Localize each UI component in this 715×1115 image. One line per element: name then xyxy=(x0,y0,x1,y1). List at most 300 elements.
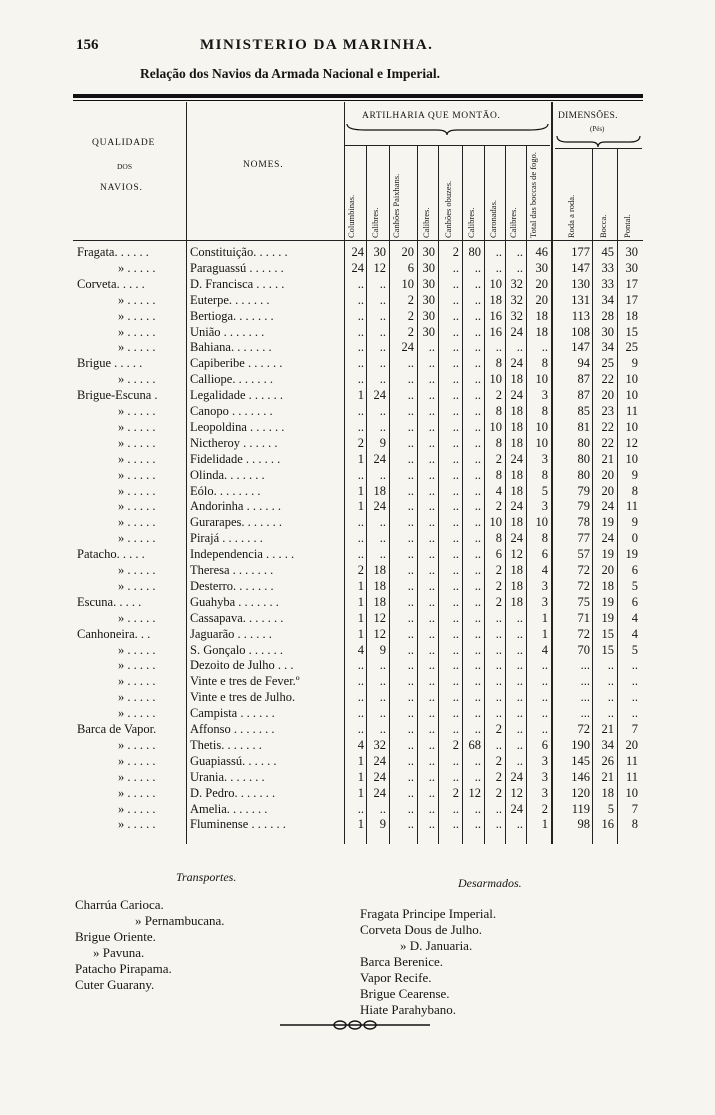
row-cell: .. xyxy=(428,404,435,418)
row-cell: 147 xyxy=(571,260,590,275)
row-cell: 10 xyxy=(625,785,638,800)
row-qualidade: » . . . . . xyxy=(118,785,156,800)
row-cell: .. xyxy=(407,658,414,673)
row-qualidade: » . . . . . xyxy=(118,690,156,705)
row-cell: .. xyxy=(474,817,481,832)
row-cell: 2 xyxy=(407,308,414,323)
table-row xyxy=(0,388,715,404)
row-cell: .. xyxy=(541,690,548,705)
row-cell: ... xyxy=(580,674,590,689)
row-nome: Andorinha . . . . . . xyxy=(190,499,281,514)
row-nome: Olinda. . . . . . . xyxy=(190,467,265,482)
row-cell: 10 xyxy=(489,372,502,387)
row-cell: .. xyxy=(474,658,481,673)
row-cell: .. xyxy=(474,451,481,466)
row-cell: 130 xyxy=(571,276,590,291)
row-nome: Legalidade . . . . . . xyxy=(190,388,284,403)
row-cell: 18 xyxy=(601,578,614,593)
row-cell: 24 xyxy=(373,499,386,514)
row-cell: .. xyxy=(428,690,435,705)
row-cell: 4 xyxy=(631,610,638,625)
row-cell: 24 xyxy=(401,340,414,355)
row-cell: .. xyxy=(607,690,614,705)
row-cell: 9 xyxy=(379,435,386,450)
col-header-calibres-3: Calibres. xyxy=(466,207,476,238)
row-cell: .. xyxy=(474,769,481,784)
row-cell: .. xyxy=(495,260,502,275)
row-cell: .. xyxy=(516,706,523,721)
page-number: 156 xyxy=(76,37,99,53)
row-cell: .. xyxy=(428,467,435,482)
row-cell: .. xyxy=(357,547,364,562)
row-cell: .. xyxy=(379,404,386,418)
row-cell: 30 xyxy=(422,245,435,259)
row-nome: Capiberibe . . . . . . xyxy=(190,356,283,371)
row-cell: .. xyxy=(474,626,481,641)
row-cell: 30 xyxy=(422,276,435,291)
row-cell: 2 xyxy=(495,578,502,593)
row-cell: 2 xyxy=(495,722,502,736)
row-cell: 7 xyxy=(631,722,638,736)
row-cell: 22 xyxy=(601,372,614,387)
row-cell: 79 xyxy=(577,499,590,514)
row-cell: 1 xyxy=(357,753,364,768)
row-cell: 2 xyxy=(495,563,502,577)
table-row xyxy=(0,484,715,500)
row-cell: 24 xyxy=(601,531,614,546)
row-cell: .. xyxy=(474,260,481,275)
row-cell: 30 xyxy=(422,324,435,339)
row-cell: .. xyxy=(407,642,414,657)
row-cell: 18 xyxy=(489,292,502,307)
transporte-item: » Pavuna. xyxy=(93,945,145,960)
row-cell: 30 xyxy=(601,324,614,339)
row-cell: .. xyxy=(516,260,523,275)
row-cell: 2 xyxy=(495,499,502,514)
row-cell: 20 xyxy=(601,483,614,498)
row-cell: .. xyxy=(428,594,435,609)
table-row xyxy=(0,340,715,356)
row-cell: .. xyxy=(357,531,364,546)
table-row xyxy=(0,754,715,770)
row-cell: 5 xyxy=(631,642,638,657)
row-cell: 8 xyxy=(495,435,502,450)
row-cell: 11 xyxy=(625,753,638,768)
row-cell: .. xyxy=(631,658,638,673)
row-qualidade: » . . . . . xyxy=(118,769,156,784)
row-cell: .. xyxy=(607,658,614,673)
row-cell: 21 xyxy=(601,722,614,736)
row-cell: .. xyxy=(474,483,481,498)
row-cell: 12 xyxy=(373,260,386,275)
row-cell: 119 xyxy=(571,801,590,816)
row-cell: 16 xyxy=(489,324,502,339)
row-cell: .. xyxy=(516,626,523,641)
row-cell: 131 xyxy=(571,292,590,307)
row-cell: 12 xyxy=(373,626,386,641)
col-header-total: Total das boccas de fogo. xyxy=(528,151,538,238)
row-cell: .. xyxy=(379,547,386,562)
row-cell: .. xyxy=(407,451,414,466)
table-row xyxy=(0,563,715,579)
row-qualidade: » . . . . . xyxy=(118,658,156,673)
row-cell: .. xyxy=(516,658,523,673)
row-cell: .. xyxy=(495,674,502,689)
row-cell: .. xyxy=(631,690,638,705)
row-cell: .. xyxy=(428,388,435,403)
row-qualidade: Escuna. . . . . xyxy=(77,594,142,609)
row-cell: .. xyxy=(474,690,481,705)
row-qualidade: » . . . . . xyxy=(118,340,156,355)
row-cell: .. xyxy=(452,292,459,307)
row-cell: .. xyxy=(379,276,386,291)
row-cell: 3 xyxy=(541,451,548,466)
table-row xyxy=(0,627,715,643)
row-cell: 20 xyxy=(625,737,638,752)
row-cell: .. xyxy=(452,578,459,593)
row-nome: Bahiana. . . . . . . xyxy=(190,340,272,355)
row-cell: .. xyxy=(516,340,523,355)
row-cell: .. xyxy=(407,515,414,530)
row-cell: 30 xyxy=(625,260,638,275)
row-cell: 80 xyxy=(468,245,481,259)
row-cell: 20 xyxy=(401,245,414,259)
row-cell: 1 xyxy=(357,578,364,593)
row-cell: 79 xyxy=(577,483,590,498)
running-title: MINISTERIO DA MARINHA. xyxy=(200,37,434,53)
desarmado-item: » D. Januaria. xyxy=(400,938,473,953)
row-nome: Euterpe. . . . . . . xyxy=(190,292,270,307)
row-cell: 6 xyxy=(541,547,548,562)
table-row xyxy=(0,499,715,515)
row-cell: 72 xyxy=(577,626,590,641)
row-cell: .. xyxy=(495,340,502,355)
row-cell: 1 xyxy=(357,388,364,403)
row-cell: .. xyxy=(495,801,502,816)
row-cell: 24 xyxy=(373,388,386,403)
row-cell: 11 xyxy=(625,499,638,514)
transportes-heading: Transportes. xyxy=(176,870,237,884)
row-cell: .. xyxy=(357,674,364,689)
row-cell: 24 xyxy=(373,769,386,784)
row-cell: .. xyxy=(407,674,414,689)
row-cell: .. xyxy=(407,372,414,387)
row-cell: .. xyxy=(428,547,435,562)
row-cell: .. xyxy=(474,801,481,816)
row-cell: .. xyxy=(474,578,481,593)
row-cell: .. xyxy=(379,292,386,307)
row-cell: 18 xyxy=(510,372,523,387)
row-cell: .. xyxy=(474,515,481,530)
row-qualidade: » . . . . . xyxy=(118,578,156,593)
row-cell: 2 xyxy=(407,292,414,307)
dimensoes-sub-rule xyxy=(555,148,642,149)
row-cell: .. xyxy=(428,737,435,752)
row-cell: .. xyxy=(495,737,502,752)
row-cell: .. xyxy=(428,531,435,546)
row-cell: .. xyxy=(407,531,414,546)
table-row xyxy=(0,372,715,388)
row-cell: .. xyxy=(474,563,481,577)
row-nome: Vinte e tres de Julho. xyxy=(190,690,296,705)
row-cell: .. xyxy=(452,753,459,768)
row-qualidade: » . . . . . xyxy=(118,801,156,816)
row-cell: 87 xyxy=(577,372,590,387)
row-cell: 12 xyxy=(510,547,523,562)
row-cell: 33 xyxy=(601,276,614,291)
row-cell: 9 xyxy=(379,817,386,832)
row-cell: 24 xyxy=(510,531,523,546)
row-nome: Urania. . . . . . . xyxy=(190,769,265,784)
row-cell: 6 xyxy=(407,260,414,275)
row-qualidade: » . . . . . xyxy=(118,419,156,434)
row-cell: 3 xyxy=(541,785,548,800)
row-cell: 30 xyxy=(373,245,386,259)
row-cell: .. xyxy=(428,515,435,530)
table-row xyxy=(0,468,715,484)
row-cell: .. xyxy=(516,674,523,689)
row-cell: .. xyxy=(474,531,481,546)
row-cell: 80 xyxy=(577,435,590,450)
row-cell: 1 xyxy=(357,451,364,466)
row-cell: 94 xyxy=(577,356,590,371)
row-cell: 2 xyxy=(495,785,502,800)
table-row xyxy=(0,547,715,563)
row-cell: .. xyxy=(379,340,386,355)
row-cell: 57 xyxy=(577,547,590,562)
row-qualidade: » . . . . . xyxy=(118,324,156,339)
row-cell: .. xyxy=(474,642,481,657)
row-cell: .. xyxy=(452,499,459,514)
row-qualidade: » . . . . . xyxy=(118,817,156,832)
row-cell: .. xyxy=(541,722,548,736)
row-cell: .. xyxy=(452,658,459,673)
row-qualidade: Brigue-Escuna . xyxy=(77,388,158,403)
row-cell: 2 xyxy=(357,563,364,577)
row-cell: .. xyxy=(407,690,414,705)
row-cell: .. xyxy=(428,769,435,784)
row-cell: .. xyxy=(357,801,364,816)
row-nome: Nictheroy . . . . . . xyxy=(190,435,278,450)
col-header-calibres-4: Calibres. xyxy=(508,207,518,238)
row-cell: .. xyxy=(379,706,386,721)
row-cell: .. xyxy=(379,801,386,816)
row-cell: 18 xyxy=(373,483,386,498)
row-nome: Desterro. . . . . . . xyxy=(190,578,274,593)
row-cell: .. xyxy=(428,817,435,832)
row-cell: 32 xyxy=(510,292,523,307)
table-row xyxy=(0,595,715,611)
row-cell: 19 xyxy=(625,547,638,562)
row-cell: 24 xyxy=(373,753,386,768)
table-row xyxy=(0,817,715,833)
row-cell: .. xyxy=(452,324,459,339)
row-cell: 1 xyxy=(357,610,364,625)
row-cell: .. xyxy=(452,674,459,689)
row-cell: .. xyxy=(379,372,386,387)
table-row xyxy=(0,325,715,341)
row-cell: 22 xyxy=(601,435,614,450)
row-nome: Theresa . . . . . . . xyxy=(190,563,274,577)
row-cell: .. xyxy=(495,642,502,657)
row-cell: 18 xyxy=(510,594,523,609)
table-row xyxy=(0,690,715,706)
row-cell: 147 xyxy=(571,340,590,355)
row-qualidade: Patacho. . . . . xyxy=(77,547,145,562)
row-cell: .. xyxy=(474,547,481,562)
row-nome: Cassapava. . . . . . . xyxy=(190,610,284,625)
row-cell: .. xyxy=(428,563,435,577)
row-cell: 20 xyxy=(601,388,614,403)
row-cell: 18 xyxy=(535,324,548,339)
row-cell: 3 xyxy=(541,388,548,403)
row-cell: .. xyxy=(474,292,481,307)
row-cell: 8 xyxy=(541,531,548,546)
row-cell: .. xyxy=(357,706,364,721)
row-qualidade: » . . . . . xyxy=(118,753,156,768)
row-cell: .. xyxy=(607,674,614,689)
row-qualidade: Canhoneira. . . xyxy=(77,626,151,641)
row-cell: .. xyxy=(474,594,481,609)
row-cell: .. xyxy=(379,467,386,482)
row-cell: .. xyxy=(541,658,548,673)
row-cell: 10 xyxy=(625,419,638,434)
row-cell: 21 xyxy=(601,769,614,784)
row-cell: 80 xyxy=(577,467,590,482)
table-row xyxy=(0,309,715,325)
row-cell: .. xyxy=(357,324,364,339)
table-row xyxy=(0,261,715,277)
row-nome: Fidelidade . . . . . . xyxy=(190,451,281,466)
row-cell: .. xyxy=(495,817,502,832)
row-cell: .. xyxy=(428,435,435,450)
row-nome: Campista . . . . . . xyxy=(190,706,275,721)
row-cell: 26 xyxy=(601,753,614,768)
row-cell: .. xyxy=(452,308,459,323)
row-cell: 18 xyxy=(510,578,523,593)
row-cell: .. xyxy=(452,340,459,355)
row-cell: 3 xyxy=(541,769,548,784)
row-cell: .. xyxy=(452,388,459,403)
row-cell: .. xyxy=(516,753,523,768)
row-cell: .. xyxy=(516,737,523,752)
row-nome: Amelia. . . . . . . xyxy=(190,801,268,816)
row-cell: .. xyxy=(516,610,523,625)
row-cell: .. xyxy=(379,324,386,339)
row-cell: 1 xyxy=(541,817,548,832)
row-cell: 9 xyxy=(379,642,386,657)
row-cell: .. xyxy=(495,690,502,705)
row-cell: 71 xyxy=(577,610,590,625)
row-cell: .. xyxy=(407,626,414,641)
row-cell: .. xyxy=(631,674,638,689)
row-cell: 10 xyxy=(625,372,638,387)
col-header-bocca: Bocca. xyxy=(598,214,608,238)
row-cell: .. xyxy=(357,292,364,307)
row-nome: Constituição. . . . . . xyxy=(190,245,288,259)
row-cell: 190 xyxy=(571,737,590,752)
row-cell: 18 xyxy=(510,483,523,498)
table-row xyxy=(0,674,715,690)
table-row xyxy=(0,611,715,627)
row-cell: 2 xyxy=(495,388,502,403)
row-cell: .. xyxy=(379,308,386,323)
row-cell: 24 xyxy=(510,388,523,403)
row-cell: .. xyxy=(452,706,459,721)
row-cell: .. xyxy=(428,610,435,625)
row-cell: .. xyxy=(495,658,502,673)
row-cell: .. xyxy=(541,706,548,721)
row-qualidade: » . . . . . xyxy=(118,737,156,752)
row-cell: .. xyxy=(474,340,481,355)
row-cell: 11 xyxy=(625,404,638,418)
row-qualidade: » . . . . . xyxy=(118,483,156,498)
row-cell: .. xyxy=(452,404,459,418)
row-nome: Fluminense . . . . . . xyxy=(190,817,286,832)
row-cell: 8 xyxy=(495,404,502,418)
row-qualidade: » . . . . . xyxy=(118,292,156,307)
row-cell: 12 xyxy=(625,435,638,450)
row-cell: .. xyxy=(407,419,414,434)
row-cell: .. xyxy=(407,356,414,371)
row-cell: 45 xyxy=(601,245,614,259)
row-cell: .. xyxy=(428,722,435,736)
row-cell: 20 xyxy=(601,467,614,482)
table-row xyxy=(0,531,715,547)
row-qualidade: » . . . . . xyxy=(118,499,156,514)
row-nome: Affonso . . . . . . . xyxy=(190,722,275,736)
row-nome: Leopoldina . . . . . . xyxy=(190,419,285,434)
row-cell: 2 xyxy=(452,245,459,259)
row-cell: 1 xyxy=(357,594,364,609)
row-cell: .. xyxy=(379,722,386,736)
transporte-item: » Pernambucana. xyxy=(135,913,225,928)
row-cell: .. xyxy=(452,276,459,291)
row-cell: .. xyxy=(407,706,414,721)
row-qualidade: Brigue . . . . . xyxy=(77,356,143,371)
row-cell: 72 xyxy=(577,578,590,593)
page-subtitle: Relação dos Navios da Armada Nacional e Imperial. xyxy=(140,66,440,81)
row-cell: 19 xyxy=(601,610,614,625)
row-cell: .. xyxy=(452,642,459,657)
row-cell: .. xyxy=(428,451,435,466)
row-cell: .. xyxy=(452,260,459,275)
row-cell: 34 xyxy=(601,292,614,307)
row-cell: .. xyxy=(541,340,548,355)
row-cell: .. xyxy=(407,722,414,736)
row-nome: Guahyba . . . . . . . xyxy=(190,594,279,609)
row-cell: 20 xyxy=(601,563,614,577)
row-cell: 24 xyxy=(510,801,523,816)
row-qualidade: » . . . . . xyxy=(118,435,156,450)
header-pes: (Pés) xyxy=(590,125,605,133)
row-cell: 10 xyxy=(625,451,638,466)
row-cell: .. xyxy=(407,610,414,625)
row-cell: .. xyxy=(452,435,459,450)
row-qualidade: » . . . . . xyxy=(118,372,156,387)
table-row xyxy=(0,277,715,293)
row-cell: .. xyxy=(428,642,435,657)
row-cell: 28 xyxy=(601,308,614,323)
row-nome: Jaguarão . . . . . . xyxy=(190,626,272,641)
row-cell: .. xyxy=(474,467,481,482)
row-cell: 21 xyxy=(601,451,614,466)
row-cell: .. xyxy=(452,467,459,482)
row-cell: 8 xyxy=(541,356,548,371)
row-cell: 8 xyxy=(631,483,638,498)
row-cell: 4 xyxy=(495,483,502,498)
row-cell: .. xyxy=(452,356,459,371)
